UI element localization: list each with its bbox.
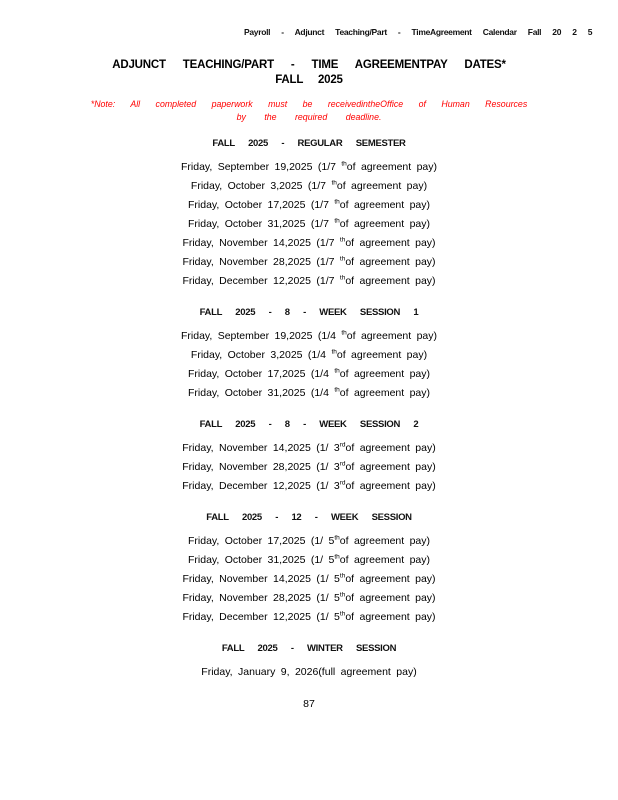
pay-date-text: of agreement pay) [345, 480, 436, 492]
pay-date-text: Friday, December 12,2025 (1/ 3 [182, 480, 340, 492]
pay-date-text: Friday, November 14,2025 (1/ 5 [182, 573, 340, 585]
pay-date-text: of agreement pay) [346, 330, 438, 342]
pay-date-text: Friday, October 3,2025 (1/4 [190, 349, 332, 361]
pay-date-line [0, 458, 618, 477]
pay-date-line [0, 551, 618, 570]
pay-date-line [0, 196, 618, 215]
document-title: ADJUNCT TEACHING/PART - TIME AGREEMENTPAY DATES* [112, 59, 506, 71]
ordinal-superscript: th [339, 591, 346, 599]
pay-date-text: Friday, December 12,2025 (1/7 [182, 275, 340, 287]
ordinal-superscript: th [339, 572, 346, 580]
ordinal-superscript: th [334, 367, 340, 375]
pay-date-line [0, 439, 618, 458]
pay-date-text: of agreement pay) [339, 199, 431, 211]
pay-date-text: Friday, October 31,2025 (1/ 5 [187, 554, 335, 566]
pay-date-text: Friday, September 19,2025 (1/4 [180, 330, 342, 342]
page-running-header: Payroll - Adjunct Teaching/Part - TimeAgreement Calendar Fall 20 2 5 [244, 27, 593, 37]
pay-date-text: of agreement pay) [345, 237, 436, 249]
pay-section-0 [0, 138, 618, 291]
ordinal-superscript: rd [339, 460, 346, 468]
ordinal-superscript: th [339, 236, 346, 244]
pay-section-4 [0, 643, 618, 682]
note-block [0, 99, 618, 122]
document-subtitle: FALL 2025 [275, 74, 343, 86]
pay-date-text: Friday, October 17,2025 (1/4 [187, 368, 335, 380]
section-header: FALL 2025 - WINTER SESSION [221, 643, 397, 654]
ordinal-superscript: th [334, 534, 340, 542]
pay-date-text: Friday, November 14,2025 (1/7 [182, 237, 340, 249]
pay-date-text: of agreement pay) [339, 554, 431, 566]
ordinal-superscript: th [331, 348, 337, 356]
title-block [0, 59, 618, 86]
pay-date-text: of agreement pay) [339, 387, 431, 399]
pay-date-text: of agreement pay) [339, 218, 431, 230]
pay-date-line [0, 570, 618, 589]
pay-date-text: Friday, December 12,2025 (1/ 5 [182, 611, 340, 623]
pay-date-line [0, 253, 618, 272]
pay-date-line [0, 365, 618, 384]
sections [0, 138, 618, 710]
pay-date-line [0, 589, 618, 608]
ordinal-superscript: rd [339, 441, 346, 449]
pay-date-line [0, 272, 618, 291]
pay-date-text: Friday, October 17,2025 (1/ 5 [187, 535, 335, 547]
pay-date-line [0, 532, 618, 551]
pay-section-3 [0, 512, 618, 627]
pay-date-text: of agreement pay) [345, 256, 436, 268]
pay-date-text: of agreement pay) [345, 461, 436, 473]
ordinal-superscript: rd [339, 479, 346, 487]
pay-date-line [0, 177, 618, 196]
pay-date-text: of agreement pay) [339, 535, 431, 547]
pay-date-line [0, 215, 618, 234]
note-text-line2: by the required deadline. [236, 112, 382, 122]
pay-date-text: of agreement pay) [346, 161, 438, 173]
ordinal-superscript: th [339, 610, 346, 618]
section-header: FALL 2025 - REGULAR SEMESTER [212, 138, 406, 149]
pay-date-text: Friday, November 14,2025 (1/ 3 [182, 442, 340, 454]
ordinal-superscript: th [334, 198, 340, 206]
pay-date-text: of agreement pay) [345, 275, 436, 287]
ordinal-superscript: th [341, 160, 347, 168]
pay-section-2 [0, 419, 618, 496]
pay-date-line [0, 663, 618, 682]
section-header: FALL 2025 - 8 - WEEK SESSION 1 [199, 307, 419, 318]
pay-date-text: of agreement pay) [345, 611, 436, 623]
pay-date-text: Friday, November 28,2025 (1/ 3 [182, 461, 340, 473]
pay-date-text: Friday, November 28,2025 (1/ 5 [182, 592, 340, 604]
pay-date-text: Friday, January 9, 2026(full agreement pay) [201, 666, 417, 678]
pay-date-text: Friday, October 31,2025 (1/7 [187, 218, 335, 230]
pay-date-text: of agreement pay) [339, 368, 431, 380]
ordinal-superscript: th [339, 255, 346, 263]
pay-date-text: of agreement pay) [336, 349, 428, 361]
pay-date-line [0, 384, 618, 403]
ordinal-superscript: th [334, 386, 340, 394]
pay-date-text: of agreement pay) [345, 573, 436, 585]
pay-date-line [0, 477, 618, 496]
pay-date-text: of agreement pay) [345, 592, 436, 604]
pay-section-1 [0, 307, 618, 403]
pay-date-text: Friday, November 28,2025 (1/7 [182, 256, 340, 268]
pay-date-line [0, 608, 618, 627]
ordinal-superscript: th [341, 329, 347, 337]
section-header: FALL 2025 - 12 - WEEK SESSION [206, 512, 412, 523]
page-number: 87 [303, 698, 315, 710]
pay-date-text: Friday, September 19,2025 (1/7 [180, 161, 342, 173]
ordinal-superscript: th [334, 217, 340, 225]
pay-date-text: Friday, October 31,2025 (1/4 [187, 387, 335, 399]
pay-date-text: of agreement pay) [336, 180, 428, 192]
ordinal-superscript: th [339, 274, 346, 282]
pay-date-line [0, 346, 618, 365]
pay-date-text: of agreement pay) [345, 442, 436, 454]
pay-date-line [0, 327, 618, 346]
pay-date-text: Friday, October 17,2025 (1/7 [187, 199, 335, 211]
pay-date-line [0, 158, 618, 177]
ordinal-superscript: th [331, 179, 337, 187]
ordinal-superscript: th [334, 553, 340, 561]
pay-date-line [0, 234, 618, 253]
pay-date-text: Friday, October 3,2025 (1/7 [190, 180, 332, 192]
section-header: FALL 2025 - 8 - WEEK SESSION 2 [199, 419, 419, 430]
note-text-line1: *Note: All completed paperwork must be receivedintheOffice of Human Resources [90, 99, 528, 109]
